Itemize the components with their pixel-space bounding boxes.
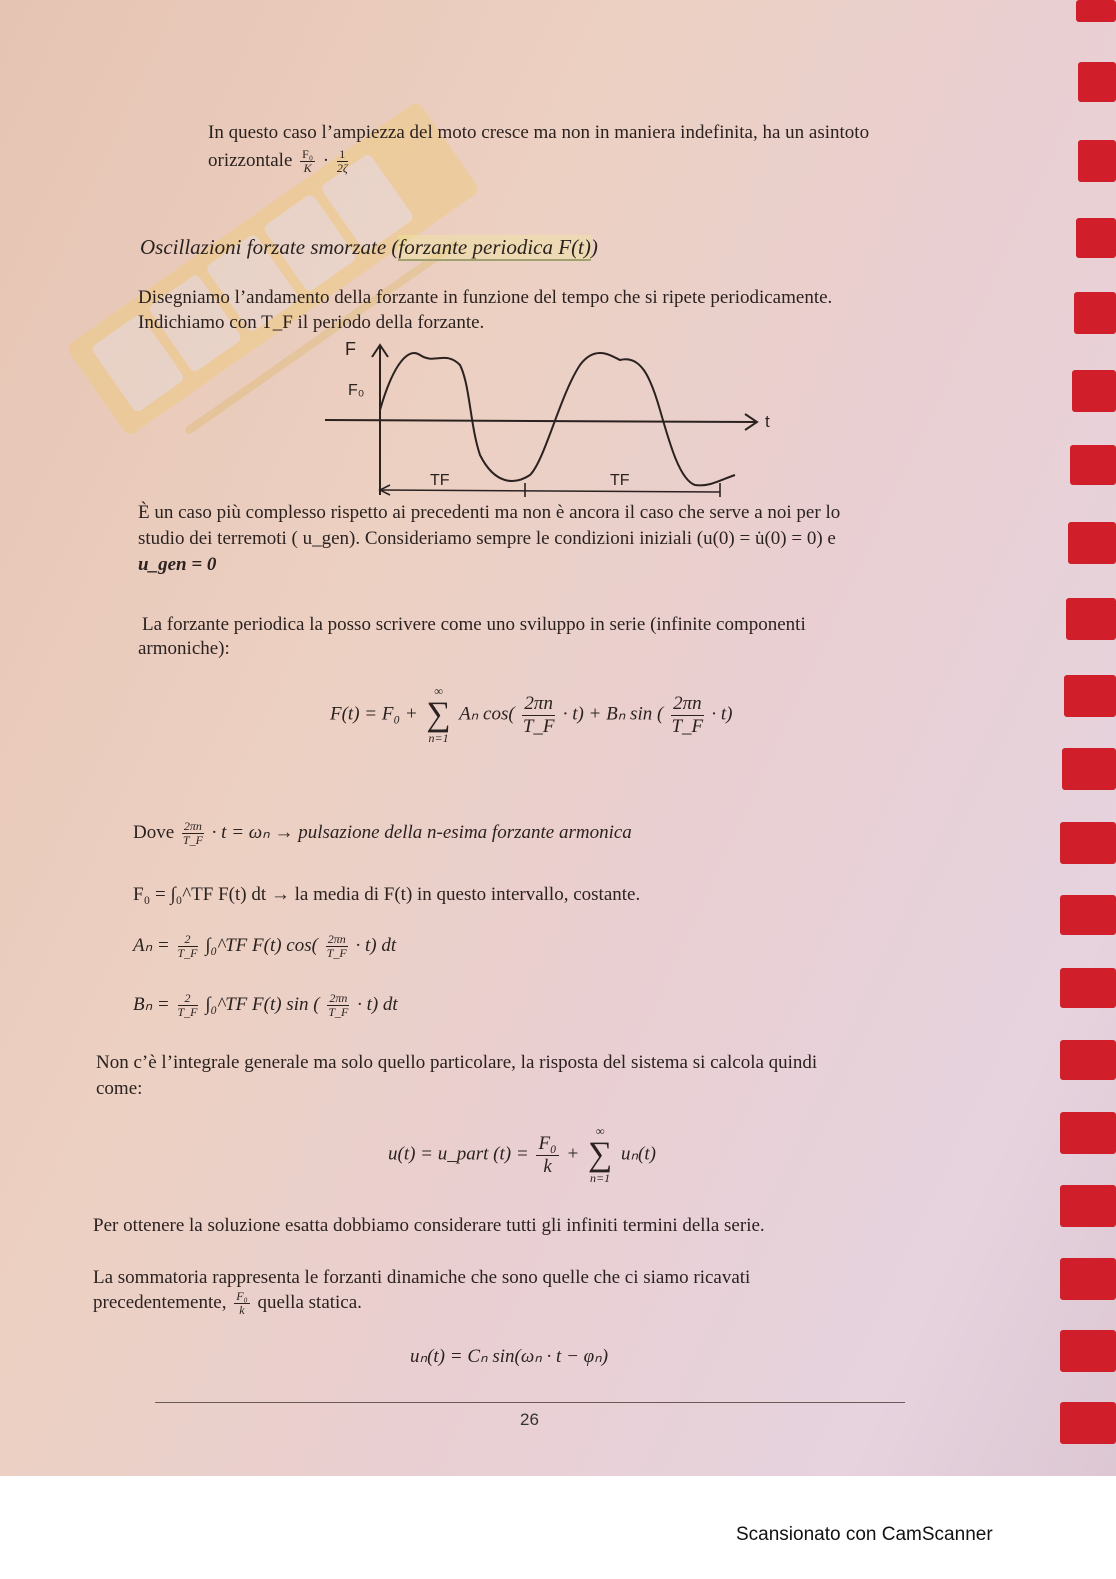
para1-line-2: Indichiamo con T_F il periodo della forzante.	[138, 312, 485, 333]
para6-suffix: quella statica.	[257, 1292, 362, 1313]
fourier-series-equation	[330, 685, 732, 745]
fraction-numerator: F₀	[236, 1289, 248, 1304]
fraction-denominator: T_F	[182, 833, 203, 848]
bn-end: · t) dt	[357, 993, 398, 1015]
harmonic-response-equation: uₙ(t) = Cₙ sin(ωₙ · t − φₙ)	[410, 1346, 609, 1367]
eq2-lhs: u(t) = u_part (t) =	[388, 1143, 529, 1165]
dove-prefix: Dove	[133, 822, 175, 843]
eq1-fraction-2	[671, 693, 704, 738]
fraction-denominator: T_F	[326, 946, 347, 960]
fraction-numerator: F₀	[538, 1132, 557, 1154]
dove-line	[133, 820, 632, 847]
bn-lhs: Bₙ =	[133, 993, 170, 1015]
an-fraction-2	[326, 933, 348, 960]
heading-text: Oscillazioni forzate smorzate (	[140, 235, 399, 259]
fraction-numerator: 2πn	[524, 692, 553, 714]
fraction-denominator: k	[543, 1155, 552, 1177]
heading-highlight: forzante periodica F(t)	[398, 235, 591, 259]
para2-line-3: u_gen = 0	[138, 554, 217, 575]
dove-fraction	[182, 820, 204, 847]
graph-f0-label: F₀	[348, 382, 365, 399]
para4-line-1: Non c’è l’integrale generale ma solo quello particolare, la risposta del sistema si calcola quindi	[96, 1052, 818, 1073]
bn-fraction-1	[178, 992, 198, 1019]
fraction-denominator: k	[239, 1303, 245, 1318]
fraction-numerator: 2	[178, 992, 198, 1006]
para6-prefix: precedentemente,	[93, 1292, 227, 1313]
f0-over-k-fraction	[300, 148, 315, 175]
summation-symbol	[588, 1125, 612, 1185]
fraction-numerator: 2πn	[329, 991, 348, 1005]
sum-upper: ∞	[434, 684, 443, 698]
eq1-term2: · t) + Bₙ sin (	[562, 703, 664, 725]
sum-lower: n=1	[428, 731, 449, 745]
fraction-numerator: 2	[178, 933, 198, 947]
fraction-denominator: T_F	[177, 1005, 198, 1019]
fraction-numerator: 2πn	[183, 819, 202, 834]
para4-line-2: come:	[96, 1078, 143, 1099]
one-over-2zeta-fraction	[337, 148, 348, 175]
sum-sigma: ∑	[587, 1136, 613, 1173]
graph-y-label: F	[345, 339, 356, 359]
para3-line-2: armoniche):	[138, 638, 230, 659]
dove-rest: · t = ωₙ → pulsazione della n-esima forzante armonica	[211, 822, 632, 843]
fraction-denominator: T_F	[671, 715, 704, 737]
bn-definition	[133, 992, 398, 1019]
eq1-lhs: F(t) = F₀ +	[330, 703, 418, 725]
para3-line-1: La forzante periodica la posso scrivere come uno sviluppo in serie (infinite componenti	[142, 614, 806, 635]
fraction-numerator: 1	[337, 148, 348, 162]
fraction-denominator: T_F	[177, 946, 198, 960]
multiply-dot: ·	[322, 150, 330, 171]
an-lhs: Aₙ =	[133, 934, 170, 956]
heading-close: )	[590, 235, 598, 259]
para2-line-2: studio dei terremoti ( u_gen). Consideriamo sempre le condizioni iniziali (u(0) = u̇(0) = 0) e	[138, 528, 836, 549]
intro-line-2	[208, 148, 351, 175]
intro-line-2-prefix: orizzontale	[208, 150, 293, 171]
eq2-plus: +	[566, 1143, 580, 1165]
eq2-term: uₙ(t)	[620, 1143, 656, 1165]
an-mid: ∫₀^TF F(t) cos(	[205, 934, 318, 956]
sum-upper: ∞	[595, 1124, 605, 1138]
fraction-numerator: F₀	[302, 147, 314, 162]
fraction-denominator: T_F	[328, 1005, 349, 1019]
response-equation	[388, 1125, 656, 1185]
page-divider	[155, 1402, 905, 1403]
an-definition	[133, 933, 396, 960]
fraction-denominator: T_F	[522, 715, 555, 737]
fraction-numerator: 2πn	[673, 692, 702, 714]
graph-x-axis	[325, 420, 755, 422]
summation-symbol	[426, 685, 450, 745]
bn-mid: ∫₀^TF F(t) sin (	[205, 993, 320, 1015]
para6-line-1: La sommatoria rappresenta le forzanti dinamiche che sono quelle che ci siamo ricavati	[93, 1267, 751, 1288]
eq1-term1: Aₙ cos(	[459, 703, 515, 725]
page-number: 26	[520, 1410, 539, 1429]
para1-line-1: Disegniamo l’andamento della forzante in funzione del tempo che si ripete periodicamente.	[138, 287, 833, 308]
para6-line-2	[93, 1290, 362, 1317]
eq1-term3: · t)	[711, 703, 733, 725]
sum-lower: n=1	[590, 1171, 611, 1185]
an-end: · t) dt	[355, 934, 397, 956]
force-curve	[380, 353, 735, 485]
graph-x-label: t	[765, 412, 770, 431]
intro-line-1: In questo caso l’ampiezza del moto cresce ma non in maniera indefinita, ha un asintoto	[208, 122, 870, 143]
eq2-fraction	[536, 1133, 558, 1178]
periodic-force-graph	[320, 335, 770, 505]
f0-definition: F₀ = ∫₀^TF F(t) dt → la media di F(t) in questo intervallo, costante.	[133, 884, 641, 905]
spiral-binding	[1056, 0, 1116, 1476]
section-heading	[140, 235, 598, 260]
fraction-denominator: 2ζ	[336, 161, 348, 176]
period-label-2: TF	[610, 472, 630, 489]
an-fraction-1	[178, 933, 198, 960]
fraction-denominator: K	[303, 161, 312, 176]
fraction-numerator: 2πn	[327, 932, 346, 946]
period-label-1: TF	[430, 472, 450, 489]
sum-sigma: ∑	[426, 696, 451, 733]
bn-fraction-2	[327, 992, 349, 1019]
eq1-fraction-1	[522, 693, 555, 738]
para6-fraction	[234, 1290, 250, 1317]
camscanner-footer: Scansionato con CamScanner	[736, 1524, 993, 1545]
period-dimension-line	[380, 490, 720, 492]
para5: Per ottenere la soluzione esatta dobbiamo considerare tutti gli infiniti termini della serie.	[93, 1215, 765, 1236]
para2-line-1: È un caso più complesso rispetto ai precedenti ma non è ancora il caso che serve a noi per lo	[138, 502, 841, 523]
